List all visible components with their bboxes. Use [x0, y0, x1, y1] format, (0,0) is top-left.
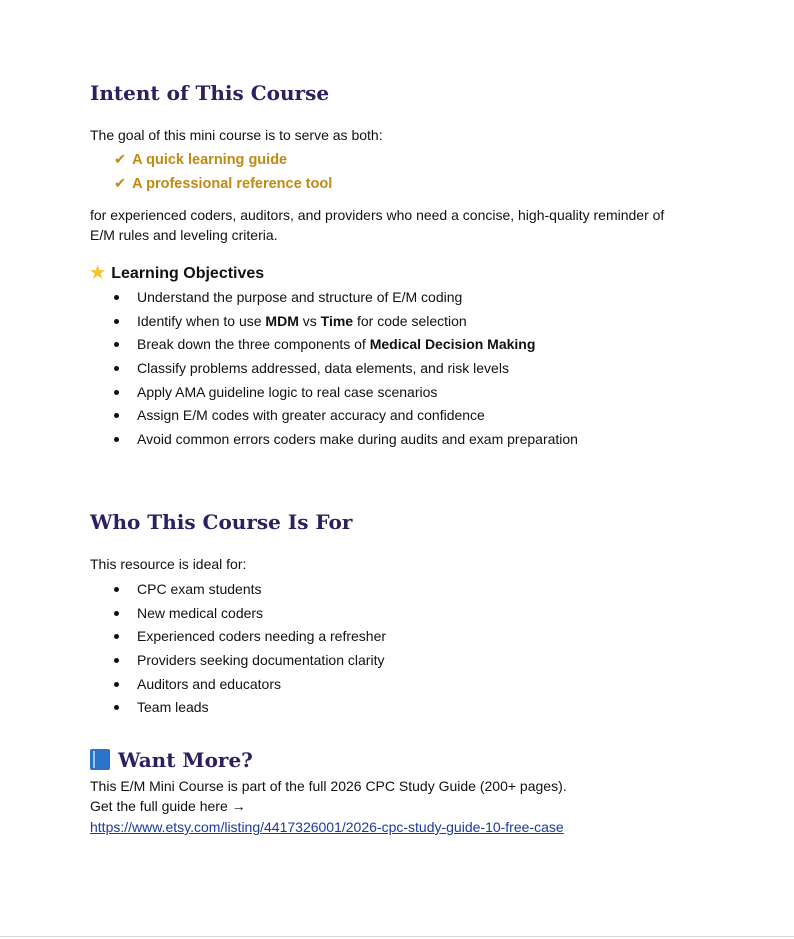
- list-item: Assign E/M codes with greater accuracy and confidence: [110, 404, 578, 428]
- bullet-icon: [114, 682, 119, 687]
- bullet-icon: [114, 437, 119, 442]
- list-item: Apply AMA guideline logic to real case scenarios: [110, 381, 578, 405]
- bullet-icon: [114, 342, 119, 347]
- audience-intro: This resource is ideal for:: [90, 556, 247, 572]
- more-title: Want More?: [118, 748, 253, 772]
- list-item: Classify problems addressed, data elements, and risk levels: [110, 357, 578, 381]
- more-heading: [90, 748, 253, 772]
- check-item-label: A professional reference tool: [132, 176, 333, 192]
- bullet-icon: [114, 634, 119, 639]
- audience-list: [110, 578, 386, 717]
- star-icon: ★: [90, 263, 106, 282]
- objectives-heading: [90, 263, 264, 283]
- more-line-1: This E/M Mini Course is part of the full 2026 CPC Study Guide (200+ pages).: [90, 778, 567, 794]
- bullet-icon: [114, 658, 119, 663]
- intent-body-line-2: E/M rules and leveling criteria.: [90, 227, 278, 243]
- check-item-label: A quick learning guide: [132, 152, 288, 168]
- bullet-icon: [114, 705, 119, 710]
- check-item: [114, 176, 332, 192]
- list-item: Experienced coders needing a refresher: [110, 625, 386, 649]
- checkmark-icon: ✔: [114, 152, 127, 168]
- intent-intro: The goal of this mini course is to serve as both:: [90, 127, 383, 143]
- list-item: Avoid common errors coders make during audits and exam preparation: [110, 428, 578, 452]
- intent-body-line-1: for experienced coders, auditors, and providers who need a concise, high-quality reminder of: [90, 207, 665, 223]
- audience-heading: Who This Course Is For: [90, 510, 353, 534]
- bullet-icon: [114, 390, 119, 395]
- list-item: Break down the three components of Medical Decision Making: [110, 333, 578, 357]
- list-item: Auditors and educators: [110, 673, 386, 697]
- list-item: New medical coders: [110, 602, 386, 626]
- bullet-icon: [114, 611, 119, 616]
- book-icon: [90, 749, 110, 770]
- study-guide-link[interactable]: https://www.etsy.com/listing/4417326001/2026-cpc-study-guide-10-free-case: [90, 819, 564, 835]
- bullet-icon: [114, 295, 119, 300]
- list-item: Providers seeking documentation clarity: [110, 649, 386, 673]
- page-bottom-divider: [0, 936, 794, 937]
- check-item: [114, 152, 287, 168]
- list-item: CPC exam students: [110, 578, 386, 602]
- more-line-2: Get the full guide here →: [90, 798, 246, 814]
- list-item: Identify when to use MDM vs Time for code selection: [110, 310, 578, 334]
- bullet-icon: [114, 413, 119, 418]
- objectives-list: [110, 286, 578, 452]
- bullet-icon: [114, 366, 119, 371]
- checkmark-icon: ✔: [114, 176, 127, 192]
- bullet-icon: [114, 319, 119, 324]
- intent-heading: Intent of This Course: [90, 81, 330, 105]
- list-item: Understand the purpose and structure of E/M coding: [110, 286, 578, 310]
- objectives-title: Learning Objectives: [111, 265, 265, 282]
- list-item: Team leads: [110, 696, 386, 717]
- bullet-icon: [114, 587, 119, 592]
